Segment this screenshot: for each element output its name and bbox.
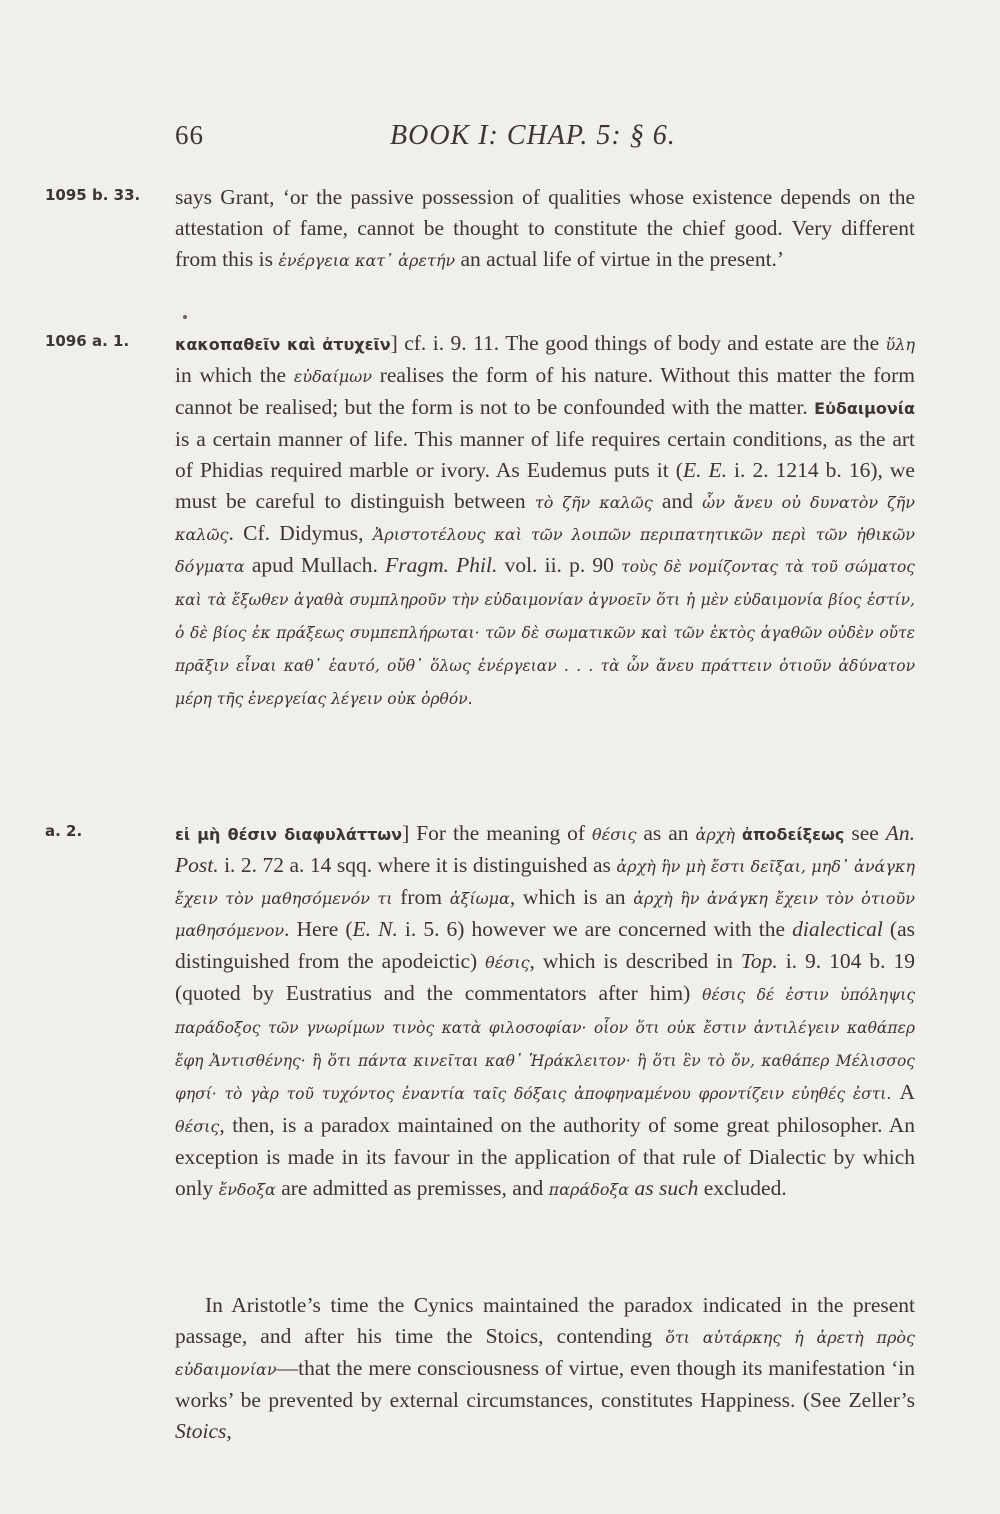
line-reference: a. 2.: [45, 822, 83, 840]
line-reference: 1096 a. 1.: [45, 332, 130, 350]
commentary-text: εἰ μὴ θέσιν διαφυλάττων] For the meaning of θέσις as an ἀρχὴ ἀποδείξεως see An. Post. i. 2. 72 a. 14 sqq. where it is distinguished as ἀρχὴ ἣν μὴ ἔστι δεῖξαι, μηδ᾽ ἀνάγκη ἔχειν τὸν μαθησόμενόν τι from ἀξίωμα, which is an ἀρχὴ ἣν ἀνάγκη ἔχειν τὸν ὁτιοῦν μαθησόμενον. Here (E. N. i. 5. 6) however we are concerned with the dialectical (as distinguished from the apodeictic) θέσις, which is described in Top. i. 9. 104 b. 19 (quoted by Eustratius and the commentators after him) θέσις δέ ἐστιν ὑπόληψις παράδοξος τῶν γνωρίμων τινὸς κατὰ φιλοσοφίαν· οἷον ὅτι οὐκ ἔστιν ἀντιλέγειν καθάπερ ἔφη Ἀντισθένης· ἢ ὅτι πάντα κινεῖται καθ᾽ Ἡράκλειτον· ἢ ὅτι ἓν τὸ ὄν, καθάπερ Μέλισσος φησί· τὸ γὰρ τοῦ τυχόντος ἐναντία ταῖς δόξαις ἀποφηναμένου φροντίζειν εὐηθές ἐστι. A θέσις, then, is a paradox maintained on the authority of some great philosopher. An exception is made in its favour in the application of that rule of Dialectic by which only ἔνδοξα are admitted as premisses, and παράδοξα as such excluded.: [175, 821, 916, 1200]
margin-dot: [183, 315, 187, 319]
line-reference: 1095 b. 33.: [45, 186, 141, 204]
commentary-text: In Aristotle’s time the Cynics maintained the paradox indicated in the present passage, and after his time the Stoics, contending ὅτι αὐτάρκης ἡ ἀρετὴ πρὸς εὐδαιμονίαν—that the mere consciousness of virtue, even though its manifestation ‘in works’ be prevented by external circumstances, constitutes Happiness. (See Zeller’s Stoics,: [175, 1293, 915, 1443]
page-header: [175, 120, 910, 164]
lemma: κακοπαθεῖν καὶ ἀτυχεῖν: [175, 335, 391, 354]
lemma: εἰ μὴ θέσιν διαφυλάττων: [175, 825, 403, 844]
commentary-text: says Grant, ‘or the passive possession of qualities whose existence depends on the attestation of fame, cannot be thought to constitute the chief good. Very different from this is ἐνέργεια κατ᾽ ἀρετήν an actual life of virtue in the present.’: [175, 185, 915, 271]
page-number: 66: [175, 120, 204, 150]
running-head: BOOK I: CHAP. 5: § 6.: [390, 120, 676, 151]
commentary-text: κακοπαθεῖν καὶ ἀτυχεῖν] cf. i. 9. 11. The good things of body and estate are the ὕλη in which the εὐδαίμων realises the form of his nature. Without this matter the form cannot be realised; but the form is not to be confounded with the matter. Εὐδαιμονία is a certain manner of life. This manner of life requires certain conditions, as the art of Phidias required marble or ivory. As Eudemus puts it (E. E. i. 2. 1214 b. 16), we must be careful to distinguish between τὸ ζῆν καλῶς and ὧν ἄνευ οὐ δυνατὸν ζῆν καλῶς. Cf. Didymus, Ἀριστοτέλους καὶ τῶν λοιπῶν περιπατητικῶν περὶ τῶν ἠθικῶν δόγματα apud Mullach. Fragm. Phil. vol. ii. p. 90 τοὺς δὲ νομίζοντας τὰ τοῦ σώματος καὶ τὰ ἔξωθεν ἀγαθὰ συμπληροῦν τὴν εὐδαιμονίαν ἀγνοεῖν ὅτι ἡ μὲν εὐδαιμονία βίος ἐστίν, ὁ δὲ βίος ἐκ πράξεως συμπεπλήρωται· τῶν δὲ σωματικῶν καὶ τῶν ἐκτὸς ἀγαθῶν οὐδὲν οὔτε πρᾶξιν εἶναι καθ᾽ ἑαυτό, οὔθ᾽ ὅλως ἐνέργειαν . . . τὰ ὧν ἄνευ πράττειν ὁτιοῦν ἀδύνατον μέρη τῆς ἐνεργείας λέγειν οὐκ ὀρθόν.: [175, 331, 916, 708]
